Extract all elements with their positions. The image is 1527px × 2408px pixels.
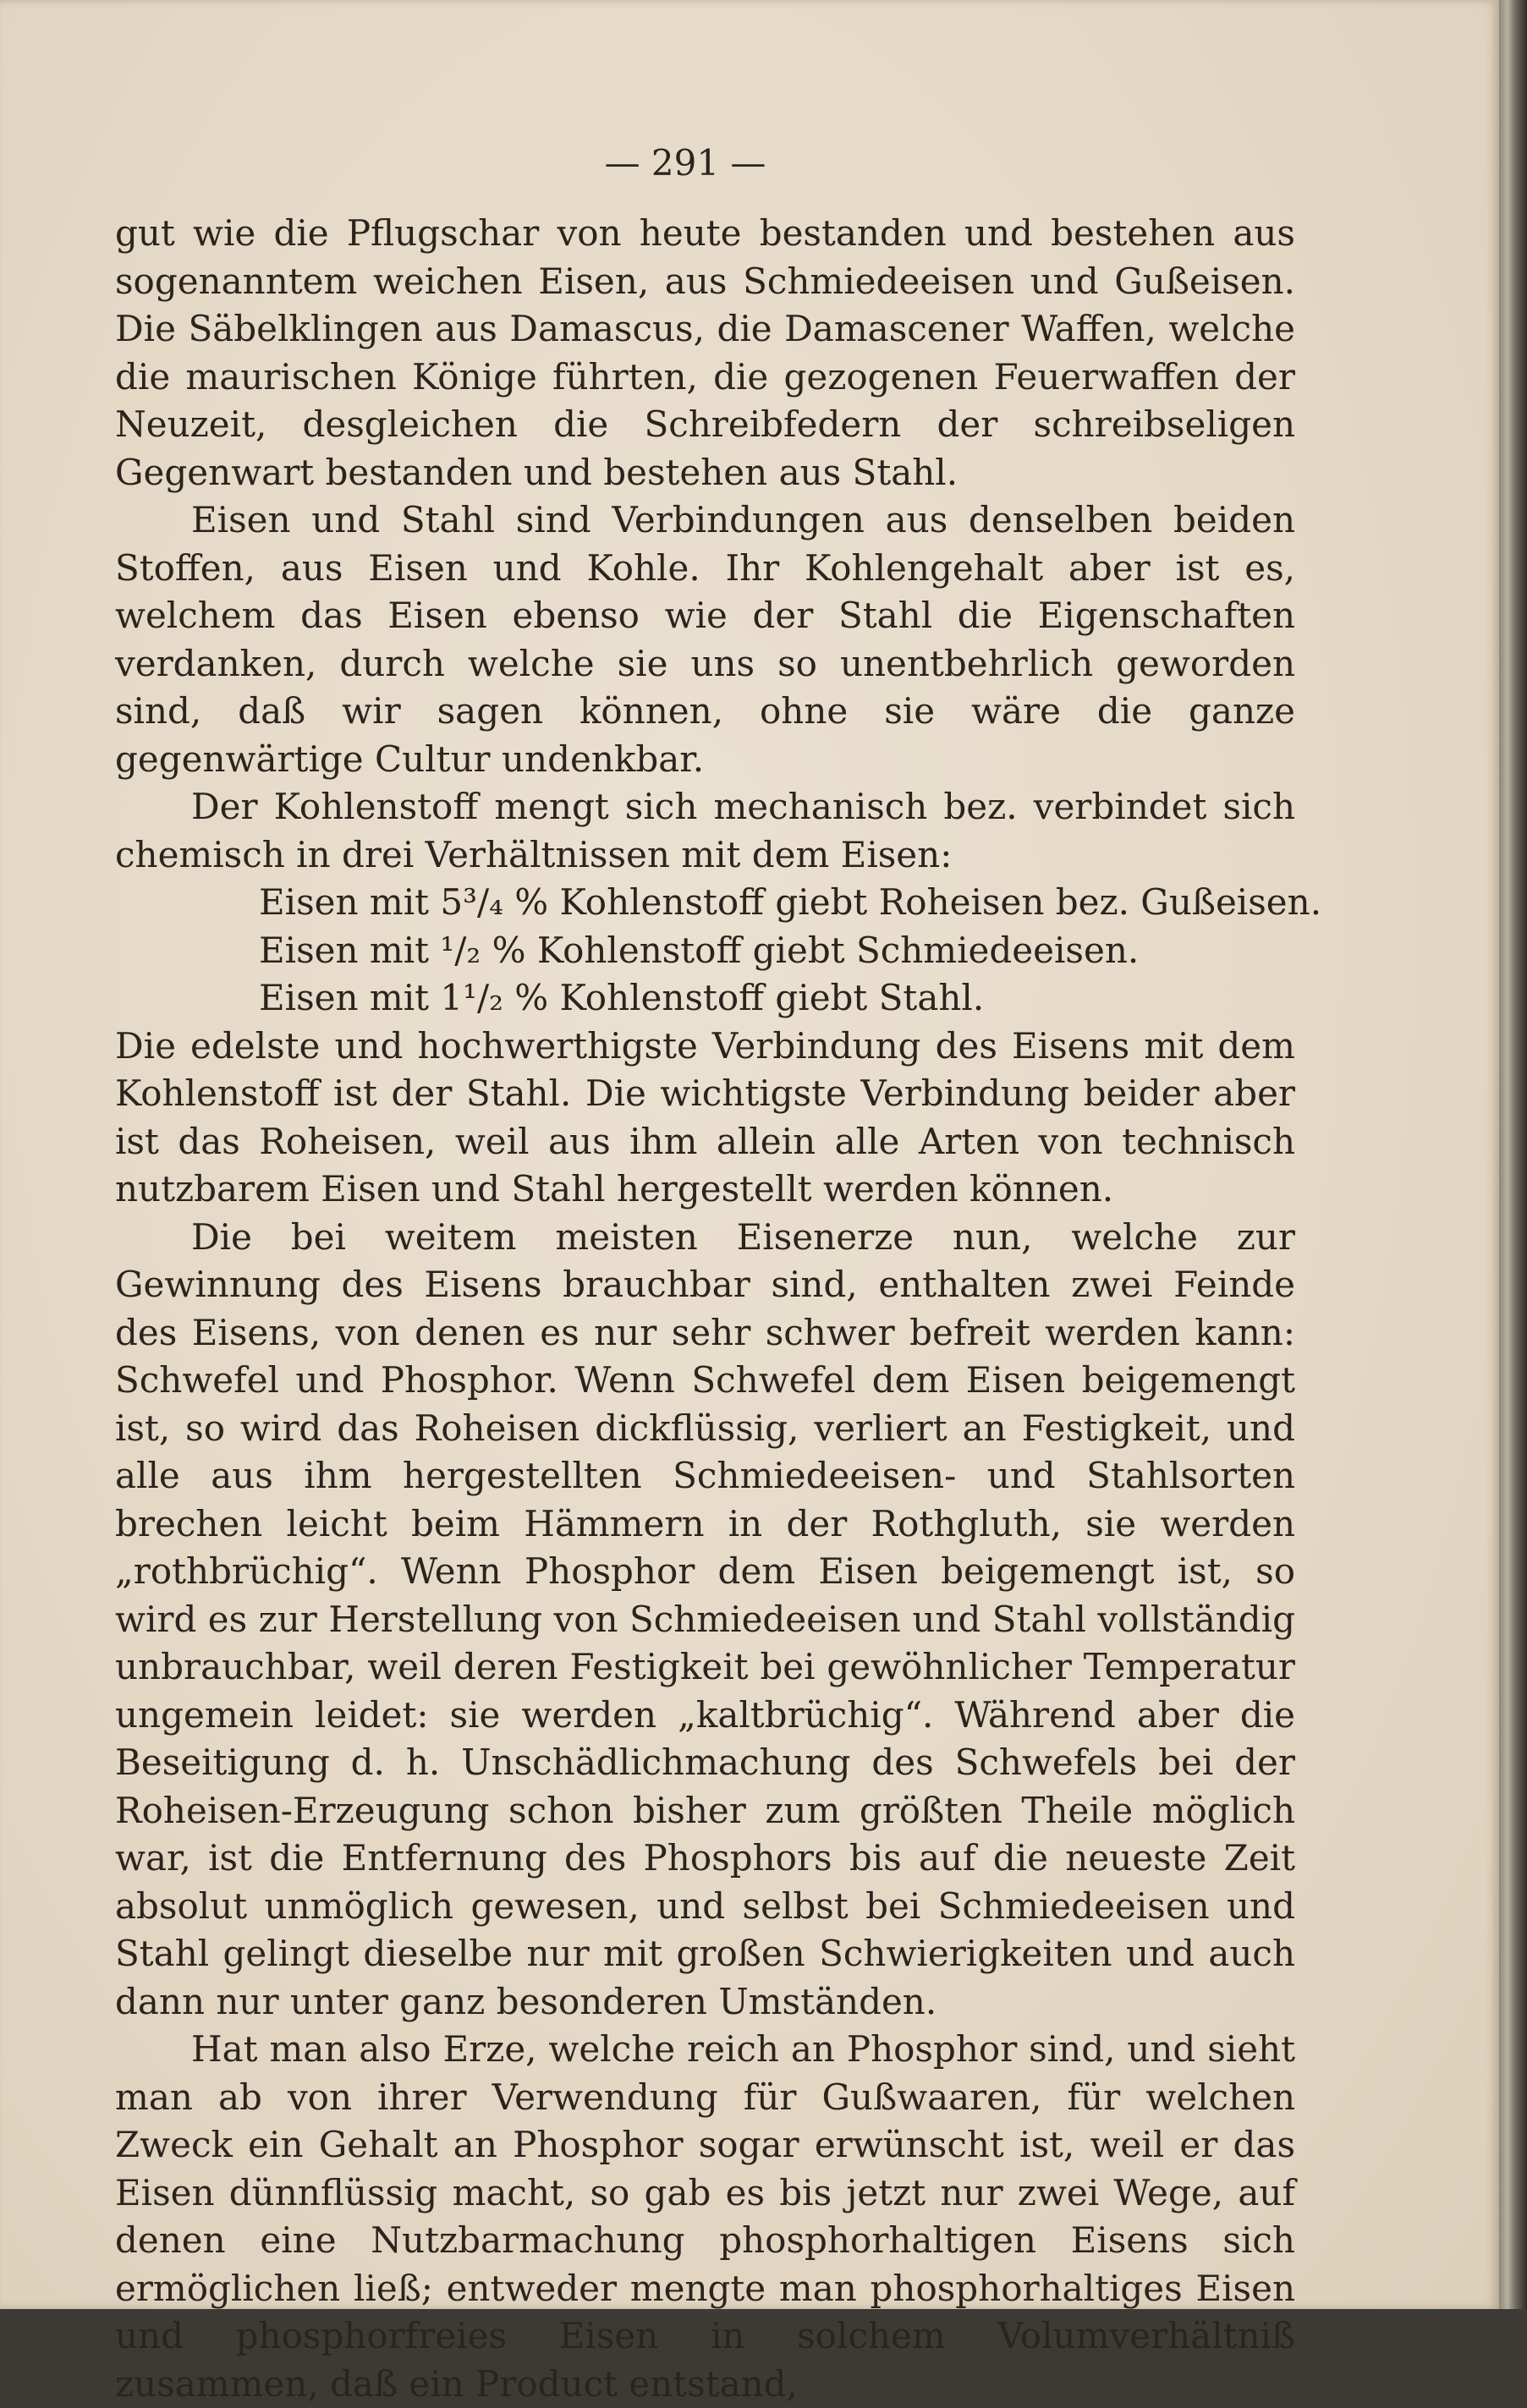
paragraph-6: Hat man also Erze, welche reich an Phosphor sind, und sieht man ab von ihrer Verwendung für Gußwaaren, für welchen Zweck ein Gehalt an Phosphor sogar erwünscht ist, weil er das Eisen dünnflüssig macht, so gab es bis jetzt nur zwei Wege, auf denen eine Nutzbarmachung phosphorhaltigen Eisens sich ermöglichen ließ; entweder mengte man phosphorhaltiges Eisen und phosphorfreies Eisen in solchem Volumverhältniß zusammen, daß ein Product entstand,: [115, 2028, 1295, 2405]
page-number: — 291 —: [604, 142, 766, 184]
paragraph-1: gut wie die Pflugschar von heute bestanden und bestehen aus sogenanntem weichen Eisen, aus Schmiedeeisen und Gußeisen. Die Säbelklingen aus Damascus, die Damascener Waffen, welche die maurischen Könige führten, die gezogenen Feuerwaffen der Neuzeit, desgleichen die Schreibfedern der schreibseligen Gegenwart bestanden und bestehen aus Stahl.: [115, 212, 1295, 493]
carbon-ratio-list: [115, 879, 1322, 1023]
paragraph-2: Eisen und Stahl sind Verbindungen aus denselben beiden Stoffen, aus Eisen und Kohle. Ihr Kohlengehalt aber ist es, welchem das Eisen ebenso wie der Stahl die Eigenschaften verdanken, durch welche sie uns so unentbehrlich geworden sind, daß wir sagen können, ohne sie wäre die ganze gegenwärtige Cultur undenkbar.: [115, 499, 1295, 780]
paragraph-3: Der Kohlenstoff mengt sich mechanisch bez. verbindet sich chemisch in drei Verhältnissen mit dem Eisen:: [115, 786, 1295, 875]
list-item: Eisen mit 1¹/₂ % Kohlenstoff giebt Stahl.: [259, 977, 985, 1018]
body-text: [115, 210, 1322, 2408]
list-item: Eisen mit 5³/₄ % Kohlenstoff giebt Roheisen bez. Gußeisen.: [259, 881, 1322, 923]
paragraph-5: Die bei weitem meisten Eisenerze nun, welche zur Gewinnung des Eisens brauchbar sind, enthalten zwei Feinde des Eisens, von denen es nur sehr schwer befreit werden kann: Schwefel und Phosphor. Wenn Schwefel dem Eisen beigemengt ist, so wird das Roheisen dickflüssig, verliert an Festigkeit, und alle aus ihm hergestellten Schmiedeeisen- und Stahlsorten brechen leicht beim Hämmern in der Rothgluth, sie werden „rothbrüchig“. Wenn Phosphor dem Eisen beigemengt ist, so wird es zur Herstellung von Schmiedeeisen und Stahl vollständig unbrauchbar, weil deren Festigkeit bei gewöhnlicher Temperatur ungemein leidet: sie werden „kaltbrüchig“. Während aber die Beseitigung d. h. Unschädlichmachung des Schwefels bei der Roheisen-Erzeugung schon bisher zum größten Theile möglich war, ist die Entfernung des Phosphors bis auf die neueste Zeit absolut unmöglich gewesen, und selbst bei Schmiedeeisen und Stahl gelingt dieselbe nur mit großen Schwierigkeiten und auch dann nur unter ganz besonderen Umständen.: [115, 1215, 1295, 2022]
book-page-edge: [1499, 0, 1527, 2309]
list-item: Eisen mit ¹/₂ % Kohlenstoff giebt Schmiedeeisen.: [259, 929, 1140, 971]
paragraph-4: Die edelste und hochwerthigste Verbindung des Eisens mit dem Kohlenstoff ist der Stahl. Die wichtigste Verbindung beider aber ist das Roheisen, weil aus ihm allein alle Arten von technisch nutzbarem Eisen und Stahl hergestellt werden können.: [115, 1024, 1295, 1209]
